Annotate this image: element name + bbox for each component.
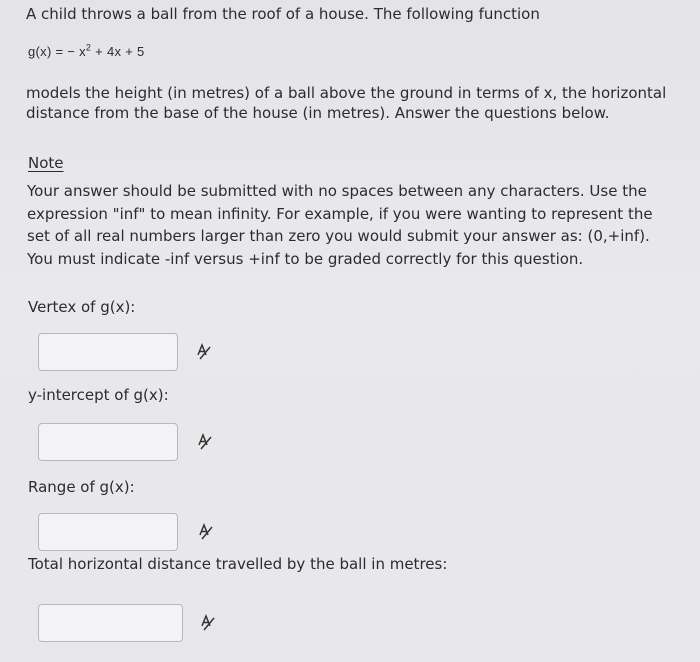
- function-formula: [28, 44, 145, 59]
- problem-intro: A child throws a ball from the roof of a house. The following function: [26, 5, 540, 23]
- range-answer-input[interactable]: [38, 513, 178, 551]
- note-heading: Note: [28, 154, 64, 172]
- answer-check-icon[interactable]: [196, 343, 212, 361]
- answer-check-icon[interactable]: [200, 614, 216, 632]
- total-distance-answer-input[interactable]: [38, 604, 183, 642]
- question-label-y-intercept: y-intercept of g(x):: [28, 386, 169, 404]
- formula-exponent: 2: [85, 42, 92, 53]
- question-label-vertex: Vertex of g(x):: [28, 298, 136, 316]
- formula-rhs: + 4x + 5: [91, 44, 145, 59]
- problem-description: models the height (in metres) of a ball above the ground in terms of x, the horizontal distance from the base of the house (in metres). Answer the questions below.: [26, 84, 667, 122]
- answer-check-icon[interactable]: [198, 523, 214, 541]
- vertex-answer-input[interactable]: [38, 333, 178, 371]
- y-intercept-answer-input[interactable]: [38, 423, 178, 461]
- question-label-total-distance: Total horizontal distance travelled by the ball in metres:: [28, 555, 448, 573]
- question-label-range: Range of g(x):: [28, 478, 135, 496]
- formula-lhs: g(x) = − x: [28, 44, 86, 59]
- answer-check-icon[interactable]: [197, 433, 213, 451]
- note-body: Your answer should be submitted with no spaces between any characters. Use the expression "inf" to mean infinity. For example, if you were wanting to represent the set of all real numbers larger than zero you would submit your answer as: (0,+inf). You must indicate -inf versus +inf to be graded correctly for this question.: [27, 182, 653, 268]
